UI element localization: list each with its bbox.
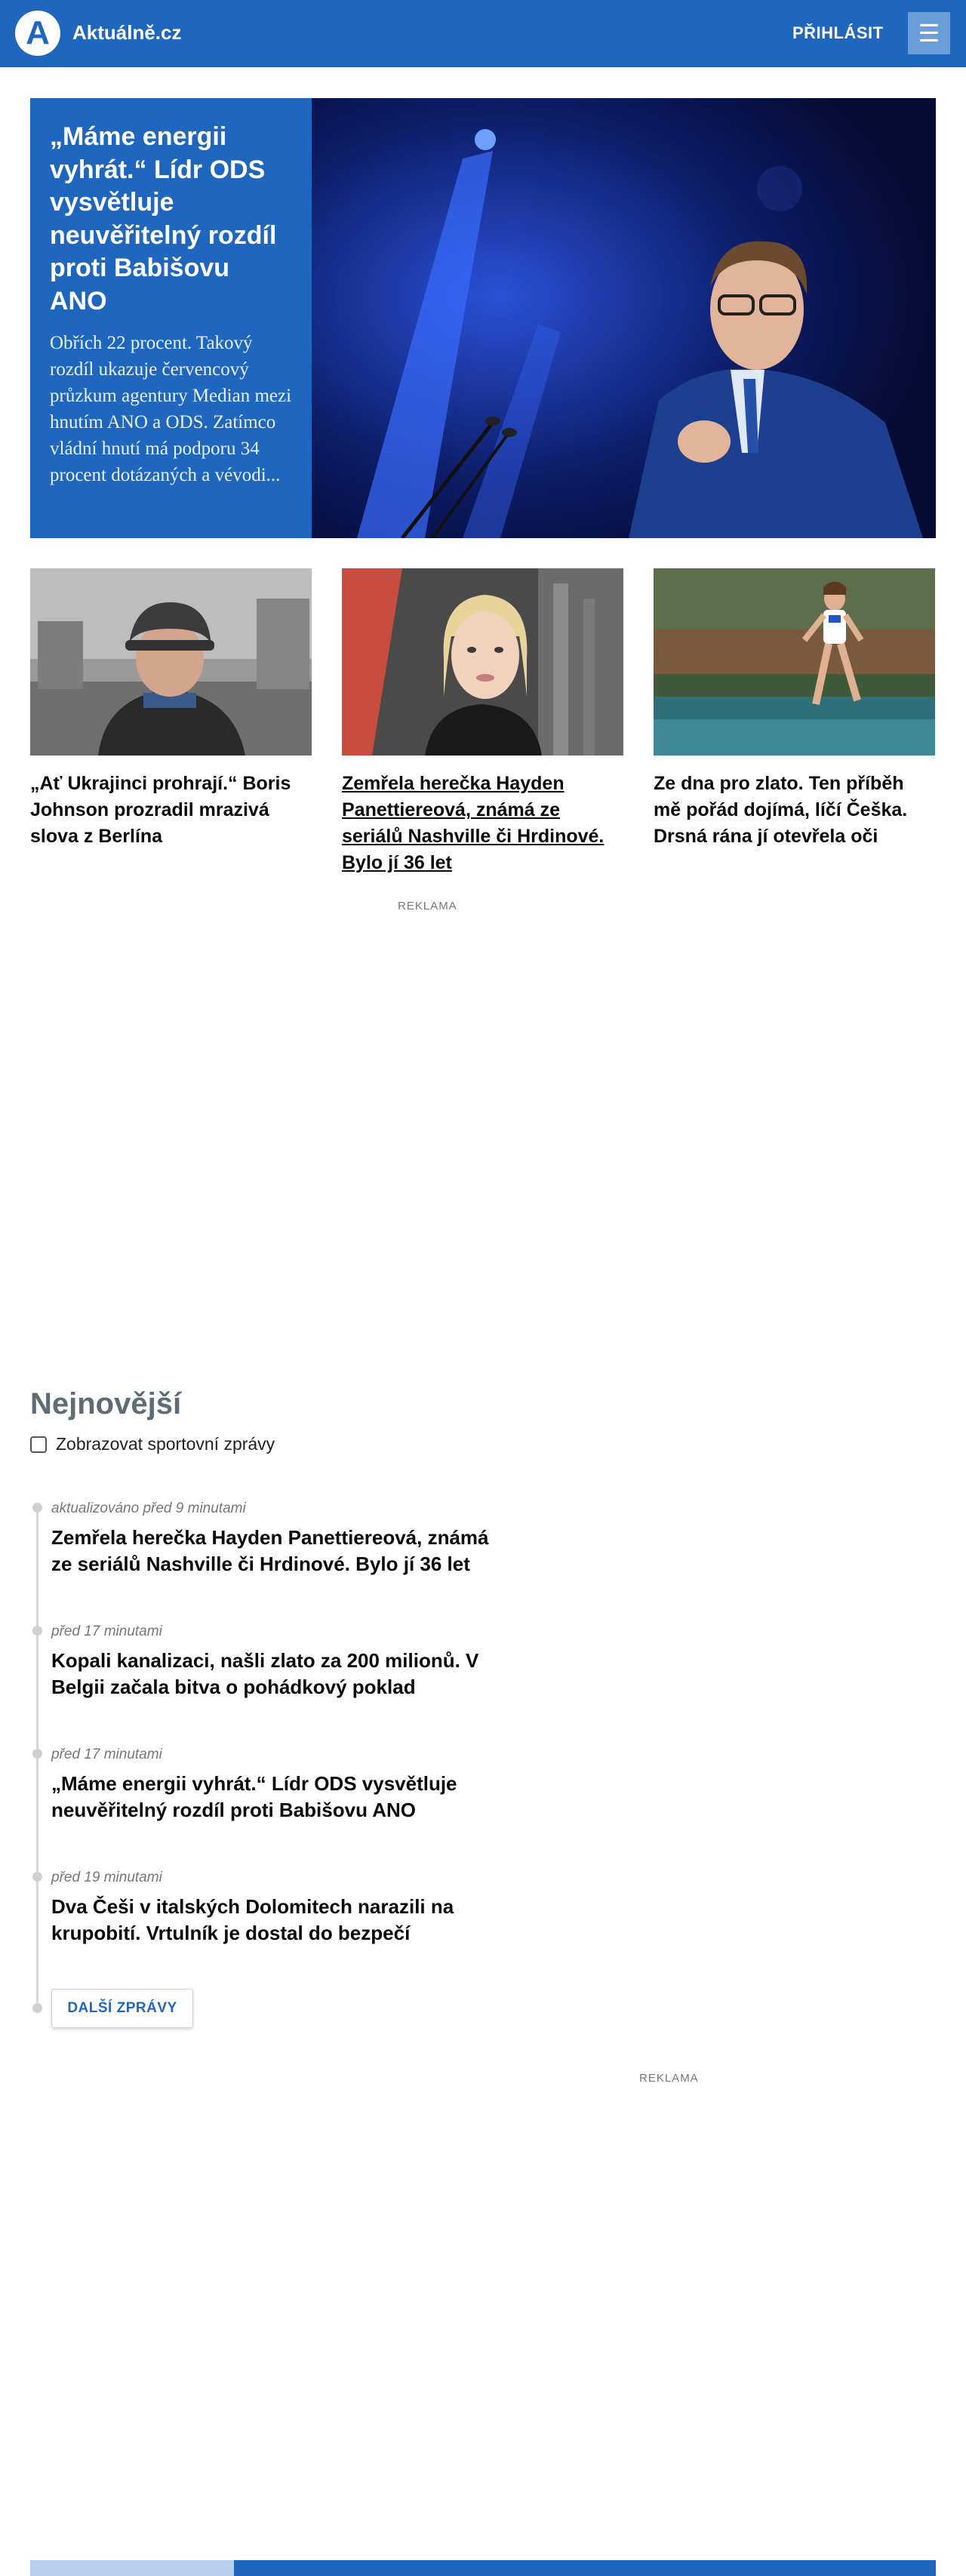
article-title[interactable]: „Ať Ukrajinci prohrají.“ Boris Johnson prozradil mrazivá slova z Berlína (30, 773, 291, 847)
sport-news-checkbox[interactable] (30, 1436, 47, 1453)
ad-label: REKLAMA (639, 2072, 699, 2085)
news-time: před 17 minutami (51, 1747, 162, 1762)
news-title[interactable]: Kopali kanalizaci, našli zlato za 200 milionů. V Belgii začala bitva o pohádkový poklad (51, 1649, 479, 1699)
news-time: před 17 minutami (51, 1623, 162, 1639)
timeline-dot (32, 1503, 42, 1513)
timeline-dot (32, 1872, 42, 1882)
more-news-button[interactable]: DALŠÍ ZPRÁVY (51, 1989, 193, 2028)
article-card[interactable] (30, 568, 312, 850)
ad-label: REKLAMA (398, 900, 457, 913)
athlete-celebrating-photo-icon (654, 568, 935, 756)
menu-button[interactable] (908, 12, 950, 54)
logo-letter: A (26, 14, 50, 51)
timeline-dot (32, 1626, 42, 1636)
actress-portrait-photo-icon (342, 568, 623, 756)
news-time: před 19 minutami (51, 1870, 162, 1885)
latest-news-heading: Nejnovější (30, 1387, 182, 1420)
news-title[interactable]: Zemřela herečka Hayden Panettiereová, známá ze seriálů Nashville či Hrdinové. Bylo jí 36 let (51, 1526, 489, 1576)
news-item[interactable] (51, 1500, 504, 1578)
site-header (0, 0, 966, 67)
timeline-dot (32, 1749, 42, 1759)
article-photo[interactable] (30, 568, 312, 756)
hamburger-icon: ☰ (918, 20, 940, 47)
man-in-helmet-photo-icon (30, 568, 312, 756)
news-item[interactable] (51, 1623, 504, 1701)
hero-article[interactable] (30, 98, 936, 538)
hero-photo[interactable] (312, 98, 936, 538)
site-name[interactable]: Aktuálně.cz (72, 21, 182, 44)
news-item[interactable] (51, 1747, 504, 1824)
news-title[interactable]: „Máme energii vyhrát.“ Lídr ODS vysvětluje neuvěřitelný rozdíl proti Babišovu ANO (51, 1772, 457, 1822)
news-title[interactable]: Dva Češi v italských Dolomitech narazili na krupobití. Vrtulník je dostal do bezpečí (51, 1895, 454, 1945)
article-card[interactable] (654, 568, 935, 850)
login-link[interactable]: PŘIHLÁSIT (792, 23, 884, 42)
article-title[interactable]: Ze dna pro zlato. Ten příběh mě pořád dojímá, líčí Češka. Drsná rána jí otevřela oči (654, 773, 908, 847)
hero-title[interactable]: „Máme energii vyhrát.“ Lídr ODS vysvětluje neuvěřitelný rozdíl proti Babišovu ANO (50, 122, 277, 315)
article-photo[interactable] (654, 568, 935, 756)
bottom-banner (30, 2560, 936, 2576)
article-card[interactable] (342, 568, 623, 876)
timeline-dot (32, 2003, 42, 2013)
sport-news-label[interactable]: Zobrazovat sportovní zprávy (56, 1434, 275, 1454)
hero-lead: Obřích 22 procent. Takový rozdíl ukazuje červencový průzkum agentury Median mezi hnutím ANO a ODS. Zatímco vládní hnutí má podporu 34 procent dotázaných a vévodi... (50, 333, 292, 486)
bottom-banner-accent (30, 2560, 234, 2576)
sport-news-toggle[interactable] (30, 1434, 275, 1454)
article-photo[interactable] (342, 568, 623, 756)
article-title[interactable]: Zemřela herečka Hayden Panettiereová, známá ze seriálů Nashville či Hrdinové. Bylo jí 36 let (342, 773, 605, 873)
hero-text-box (30, 98, 312, 538)
news-time: aktualizováno před 9 minutami (51, 1500, 246, 1516)
news-item[interactable] (51, 1870, 504, 1947)
logo-icon[interactable] (15, 11, 60, 56)
speaker-photo-icon (312, 98, 936, 538)
